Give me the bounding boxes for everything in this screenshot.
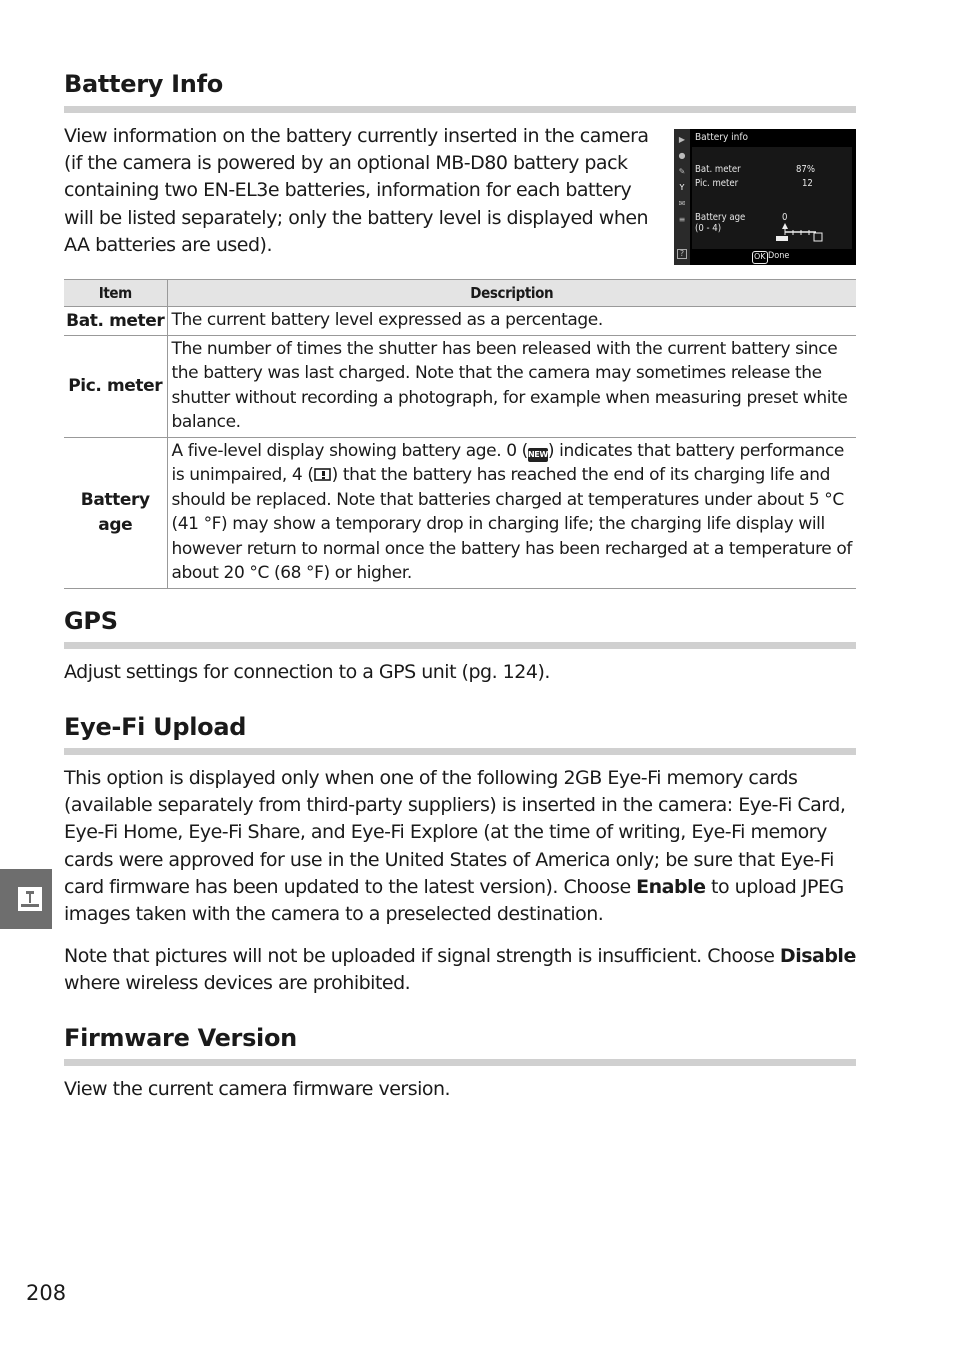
section-heading-gps: GPS [64,607,118,635]
section-rule [64,748,856,755]
desc-part-2: ) indicates that battery performance is unimpaired, 4 ( [171,440,844,485]
screen-done-label: Done [768,251,790,261]
section-rule [64,106,856,113]
battery-info-intro: View information on the battery currently inserted in the camera (if the camera is powered by an optional MB-D80 battery pack containing two EN-EL3e batteries, information for each battery will be listed separately; only the battery level is displayed when AA batteries are used). [64,125,649,256]
screen-battery-age-value: 0 [782,212,788,223]
table-cell-item [64,437,167,588]
section-rule [64,642,856,649]
worn-battery-icon [314,464,332,478]
eyefi-disable-term: Disable [779,945,856,967]
playback-menu-icon: ▶ [678,135,686,144]
screen-bat-meter-label: Bat. meter [695,164,741,175]
table-cell-item: Pic. meter [64,335,167,437]
table-header-row [64,280,856,307]
eyefi-paragraph-2 [64,943,856,997]
chapter-tab [0,869,52,929]
table-row [64,437,856,588]
screen-battery-age-label: Battery age [695,212,746,223]
section-heading-firmware-version: Firmware Version [64,1024,297,1052]
eyefi-paragraph-1 [64,765,856,928]
screen-pic-meter-value: 12 [802,178,813,189]
eyefi-p2-text-a: Note that pictures will not be uploaded if signal strength is insufficient. Choose [64,945,780,967]
page-number: 208 [26,1281,67,1305]
desc-part-3: ) that the battery has reached the end of its charging life and should be replaced. Note that batteries charged at temperatures under about 5 °C (41 °F) may show a temporary drop in charging life; the charging life display will however return to normal once the battery has been recharged at a temperature of about 20 °C (68 °F) or higher. [171,465,852,583]
table-row [64,307,856,336]
section-heading-battery-info: Battery Info [64,70,223,98]
screen-battery-age-range: (0 - 4) [695,223,722,234]
new-battery-icon: NEW [528,448,548,462]
setup-menu-icon [17,886,43,912]
screen-pic-meter-label: Pic. meter [695,178,739,189]
table-cell-description: The number of times the shutter has been released with the current battery since the battery was last charged. Note that the camera may sometimes release the shutter without recording a photograph, for example when measuring preset white balance. [167,335,856,437]
table-row [64,335,856,437]
eyefi-p2-text-b: where wireless devices are prohibited. [64,972,411,995]
gps-text: Adjust settings for connection to a GPS unit (pg. 124). [64,661,550,683]
eyefi-p1-text-a: This option is displayed only when one of the following 2GB Eye-Fi memory cards (available separately from third-party suppliers) is inserted in the camera: Eye-Fi Card, Eye-Fi Home, Eye-Fi Share, and Eye-Fi Explore (at the time of writing, Eye-Fi memory cards were approved for use in the United States of America only; be sure that Eye-Fi card firmware has been updated to the latest version). Choose [64,767,846,898]
setup-menu-icon: Y [679,183,685,192]
help-icon: ? [677,249,687,259]
retouch-menu-icon: ✉ [678,199,686,208]
table-cell-item-text: Battery age [80,490,150,535]
battery-info-table [64,279,856,589]
table-cell-description: The current battery level expressed as a percentage. [167,307,856,336]
camera-screen-image [674,129,856,265]
firmware-text: View the current camera firmware version. [64,1078,451,1100]
table-header-item: Item [64,280,167,307]
eyefi-p1-text-b: to upload JPEG images taken with the camera to a preselected destination. [64,875,844,926]
table-cell-item: Bat. meter [64,307,167,336]
screen-title: Battery info [695,132,749,143]
section-heading-eyefi-upload: Eye-Fi Upload [64,713,247,741]
table-cell-description [167,437,856,588]
ok-button-icon: OK [752,251,768,264]
eyefi-enable-term: Enable [636,875,706,898]
screen-bat-meter-value: 87% [796,164,815,175]
table-header-description: Description [167,280,856,307]
desc-part-1: A five-level display showing battery age. 0 ( [171,440,528,461]
my-menu-icon: ≡ [678,215,686,224]
section-rule [64,1059,856,1066]
custom-settings-icon: ✎ [678,167,686,176]
shooting-menu-icon: ● [678,151,686,160]
battery-age-scale-icon [776,222,826,242]
menu-tab-strip [674,129,690,265]
